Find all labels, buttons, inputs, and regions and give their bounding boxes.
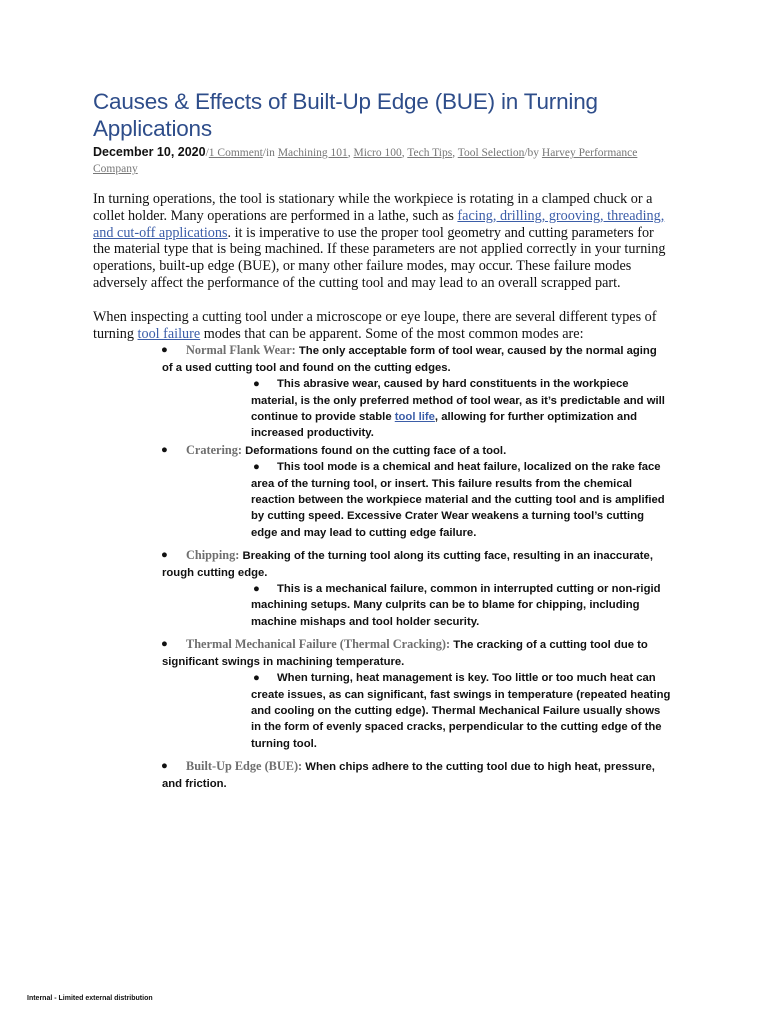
meta-in-label: /in (262, 147, 278, 159)
paragraph-text: . it is imperative to use the proper tool geometry and cutting parameters for the material type that is being machined. If these parameters are not applied correctly in your turning operations, built-up edge (BUE), or many other failure modes, may occur. These failure modes adversely affect the performance of the cutting tool and may lead to an overall scrapped part. (93, 224, 666, 291)
paragraph-text: When inspecting a cutting tool under a microscope or eye loupe, there are several different types of turning (93, 308, 657, 342)
bullet-icon: ● (161, 443, 168, 456)
subitem-text: , allowing for further optimization and increased productivity. (251, 411, 638, 440)
subitem-text: This abrasive wear, caused by hard constituents in the workpiece material, is the only preferred method of tool wear, as it’s predictable and will continue to provide stable (251, 378, 665, 423)
mode-term: Built-Up Edge (BUE): (186, 759, 303, 774)
bullet-icon: ● (253, 461, 260, 474)
page-title: Causes & Effects of Built-Up Edge (BUE) in Turning Applications (93, 89, 598, 141)
failure-mode-subitem (251, 376, 671, 442)
category-link-micro-100[interactable]: Micro 100 (353, 147, 402, 159)
mode-term: Cratering: (186, 442, 242, 457)
mode-description: The only acceptable form of tool wear, caused by the normal aging of a used cutting tool and found on the cutting edges. (162, 345, 657, 374)
meta-comma: , (401, 147, 408, 159)
mode-description: The cracking of a cutting tool due to significant swings in machining temperature. (162, 639, 648, 668)
intro-paragraph (93, 191, 673, 292)
paragraph-text: modes that can be apparent. Some of the most common modes are: (200, 325, 584, 342)
meta-separator: / (205, 147, 209, 159)
subitem-text: When turning, heat management is key. Too little or too much heat can create issues, as can significant, fast swings in temperature (repeated heating and cooling on the cutting edge). Thermal Mechanical Failure usually shows in the form of evenly spaced cracks, perpendicular to the cutting edge of the turning tool. (251, 672, 671, 750)
inspection-paragraph (93, 309, 673, 343)
mode-description: Breaking of the turning tool along its cutting face, resulting in an inaccurate, rough cutting edge. (162, 550, 653, 579)
author-link[interactable]: Harvey Performance Company (93, 147, 638, 175)
meta-comma: , (347, 147, 354, 159)
tool-failure-link[interactable]: tool failure (137, 325, 201, 342)
subitem-text: This is a mechanical failure, common in interrupted cutting or non-rigid machining setups. Many culprits can be to blame for chipping, including machine mishaps and tool holder security. (251, 583, 661, 628)
failure-mode-subitem (251, 581, 671, 630)
failure-mode-item (162, 547, 667, 581)
bullet-icon: ● (161, 760, 168, 773)
failure-mode-item (162, 342, 667, 376)
bullet-icon: ● (161, 549, 168, 562)
category-link-tech-tips[interactable]: Tech Tips (407, 147, 453, 159)
failure-mode-item (162, 442, 667, 459)
bullet-icon: ● (253, 378, 260, 391)
page-footer: Internal - Limited external distribution (27, 995, 153, 1002)
bullet-icon: ● (161, 344, 168, 357)
post-date: December 10, 2020 (93, 145, 206, 159)
mode-term: Chipping: (186, 548, 240, 563)
tool-life-link[interactable]: tool life (394, 411, 435, 423)
failure-mode-item (162, 636, 667, 670)
subitem-text: This tool mode is a chemical and heat failure, localized on the rake face area of the turning tool, or insert. This failure results from the chemical reaction between the workpiece material and the cutting tool and is amplified by cutting speed. Excessive Crater Wear weakens a turning tool’s cutting edge and may lead to cutting edge failure. (251, 461, 665, 539)
category-link-tool-selection[interactable]: Tool Selection (457, 147, 525, 159)
failure-mode-subitem (251, 459, 671, 541)
bullet-icon: ● (161, 638, 168, 651)
article (93, 88, 673, 792)
paragraph-text: In turning operations, the tool is stationary while the workpiece is rotating in a clamped chuck or a collet holder. Many operations are performed in a lathe, such as (93, 191, 653, 224)
turning-operations-link[interactable]: facing, drilling, grooving, threading, and cut-off applications (93, 207, 665, 241)
post-meta (93, 144, 673, 177)
mode-term: Thermal Mechanical Failure (Thermal Cracking): (186, 637, 451, 652)
category-link-machining-101[interactable]: Machining 101 (277, 147, 348, 159)
meta-by-label: /by (524, 147, 542, 159)
mode-description: Deformations found on the cutting face of a tool. (242, 444, 507, 457)
mode-term: Normal Flank Wear: (186, 343, 296, 358)
failure-mode-subitem (251, 670, 671, 752)
bullet-icon: ● (253, 583, 260, 596)
meta-comma: , (452, 147, 458, 159)
bullet-icon: ● (253, 672, 260, 685)
comments-link[interactable]: 1 Comment (208, 147, 263, 159)
mode-description: When chips adhere to the cutting tool due to high heat, pressure, and friction. (162, 761, 655, 790)
failure-mode-item (162, 758, 667, 792)
